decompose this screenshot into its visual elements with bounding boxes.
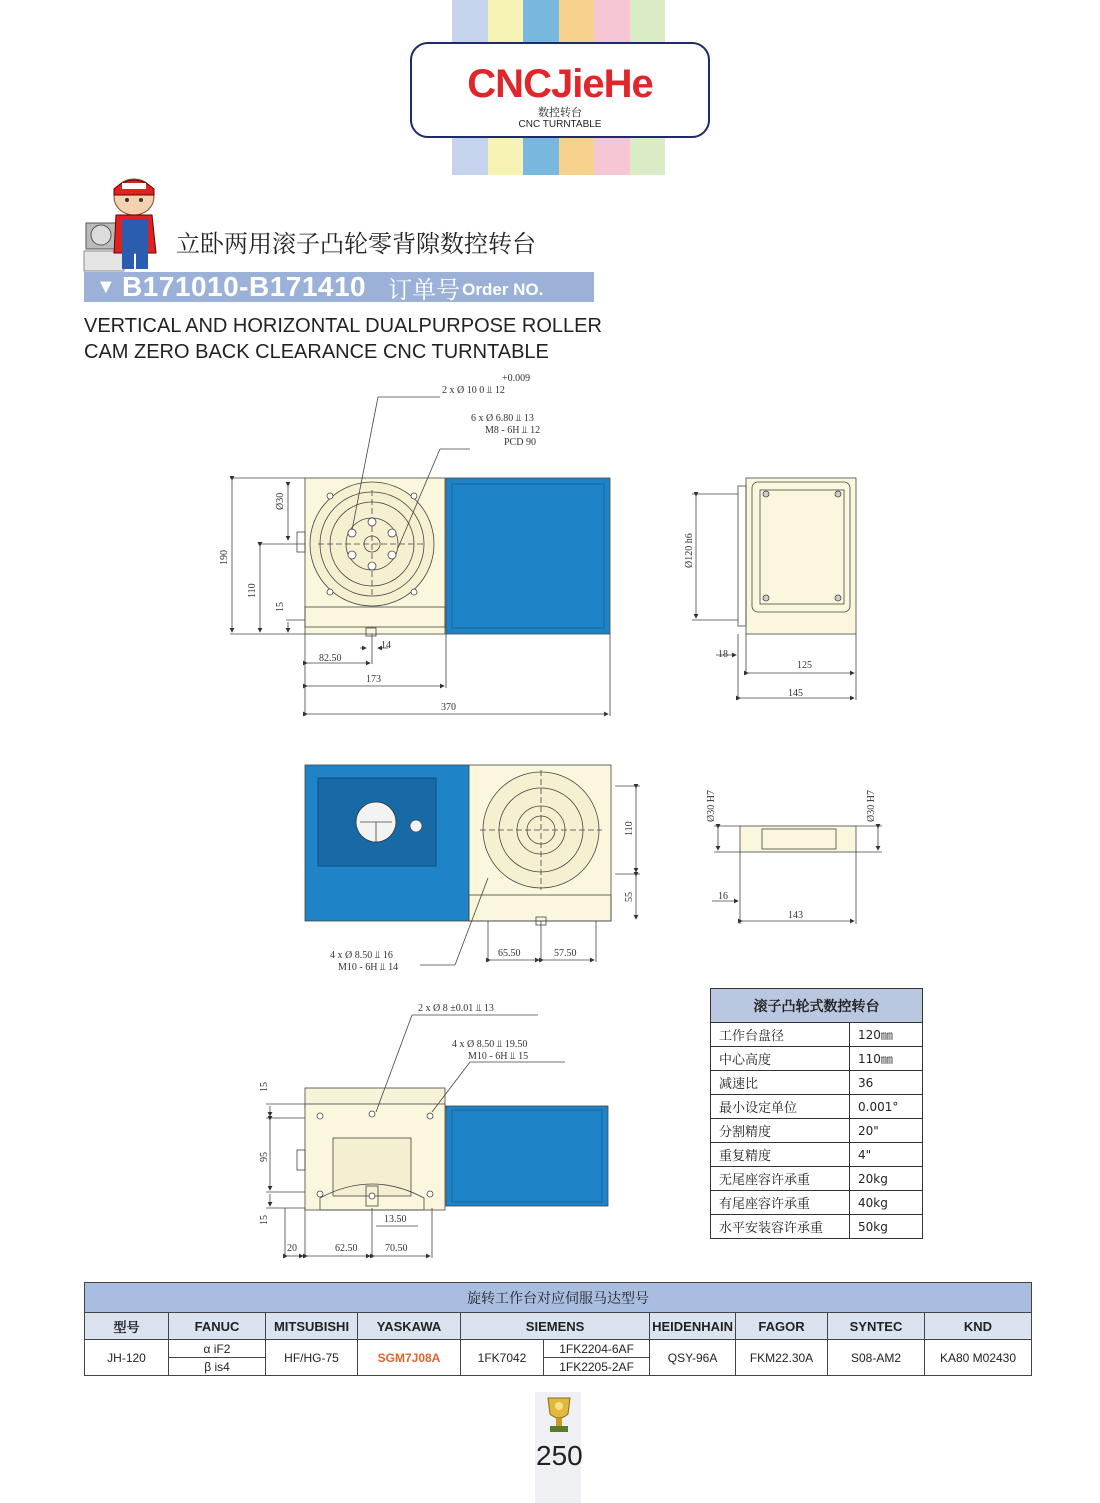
header-siemens: SIEMENS: [461, 1313, 650, 1340]
spec-value: 120㎜: [850, 1023, 923, 1047]
dim-7050: 70.50: [385, 1243, 408, 1254]
spec-value: 40kg: [850, 1191, 923, 1215]
product-title-en-line1: VERTICAL AND HORIZONTAL DUALPURPOSE ROLLER: [84, 315, 602, 337]
spec-label: 重复精度: [711, 1143, 850, 1167]
spec-label: 工作台盘径: [711, 1023, 850, 1047]
table-row: [711, 1071, 923, 1095]
dim-145: 145: [788, 688, 803, 699]
cell-siemens-b2: 1FK2205-2AF: [544, 1358, 650, 1376]
dim-6550: 65.50: [498, 948, 521, 959]
dim-18: 18: [718, 649, 728, 660]
header-model: 型号: [85, 1313, 169, 1340]
table-row: [711, 1167, 923, 1191]
dim-4x850b: 4 x Ø 8.50 ⫫ 19.50: [452, 1039, 528, 1050]
dim-m10b: M10 - 6H ⫫ 15: [468, 1051, 529, 1062]
dim-120h6: Ø120 h6: [684, 533, 695, 568]
spec-label: 减速比: [711, 1071, 850, 1095]
dim-4x850a: 4 x Ø 8.50 ⫫ 16: [330, 950, 393, 961]
motor-table-caption: 旋转工作台对应伺服马达型号: [85, 1283, 1032, 1313]
table-row: [711, 1119, 923, 1143]
cell-knd: KA80 M02430: [925, 1340, 1032, 1376]
dim-20: 20: [287, 1243, 297, 1254]
dim-top1a: +0.009: [502, 373, 531, 384]
header-knd: KND: [925, 1313, 1032, 1340]
spec-value: 4": [850, 1143, 923, 1167]
order-label-en: Order NO.: [462, 280, 544, 299]
dim-6250: 62.50: [335, 1243, 358, 1254]
dim-30h7a: Ø30 H7: [706, 790, 717, 822]
header-fanuc: FANUC: [169, 1313, 266, 1340]
table-row: [711, 1143, 923, 1167]
product-title-cn: 立卧两用滚子凸轮零背隙数控转台: [176, 230, 536, 258]
trophy-icon: [542, 1394, 576, 1436]
cell-fagor: FKM22.30A: [736, 1340, 828, 1376]
order-label-cn: 订单号: [388, 276, 461, 304]
header-yaskawa: YASKAWA: [358, 1313, 461, 1340]
dim-15: 15: [275, 602, 286, 612]
brand-subtitle-cn: 数控转台: [538, 106, 582, 119]
spec-value: 110㎜: [850, 1047, 923, 1071]
spec-label: 水平安装容许承重: [711, 1215, 850, 1239]
cell-siemens-a: 1FK7042: [461, 1340, 544, 1376]
spec-value: 0.001°: [850, 1095, 923, 1119]
table-row: [711, 1023, 923, 1047]
motor-table: [84, 1282, 1032, 1376]
brand-subtitle-en: CNC TURNTABLE: [518, 119, 602, 130]
dim-30: Ø30: [275, 492, 286, 510]
triangle-down-icon: ▼: [96, 275, 116, 298]
page-number: 250: [536, 1440, 583, 1471]
dim-173: 173: [366, 674, 381, 685]
header-heidenhain: HEIDENHAIN: [650, 1313, 736, 1340]
cell-model: JH-120: [85, 1340, 169, 1376]
dim-55: 55: [624, 892, 635, 902]
dim-110: 110: [247, 583, 258, 598]
cell-mitsubishi: HF/HG-75: [266, 1340, 358, 1376]
dim-2x8: 2 x Ø 8 ±0.01 ⫫ 13: [418, 1003, 494, 1014]
spec-label: 分割精度: [711, 1119, 850, 1143]
dim-5750: 57.50: [554, 948, 577, 959]
spec-table-title: 滚子凸轮式数控转台: [711, 989, 923, 1023]
cell-syntec: S08-AM2: [828, 1340, 925, 1376]
cell-fanuc-2: β is4: [169, 1358, 266, 1376]
header-syntec: SYNTEC: [828, 1313, 925, 1340]
spec-label: 最小设定单位: [711, 1095, 850, 1119]
spec-value: 20": [850, 1119, 923, 1143]
spec-label: 无尾座容许承重: [711, 1167, 850, 1191]
dim-15a: 15: [259, 1082, 270, 1092]
spec-label: 中心高度: [711, 1047, 850, 1071]
dim-m10a: M10 - 6H ⫫ 14: [338, 962, 399, 973]
dim-16: 16: [718, 891, 728, 902]
dim-top2b: M8 - 6H ⫫ 12: [485, 425, 541, 436]
table-row: [711, 1047, 923, 1071]
spec-table: [710, 988, 923, 1239]
dim-top2a: 6 x Ø 6.80 ⫫ 13: [471, 413, 534, 424]
order-code: B171010-B171410: [122, 271, 367, 302]
table-row: [711, 1095, 923, 1119]
header-fagor: FAGOR: [736, 1313, 828, 1340]
spec-value: 36: [850, 1071, 923, 1095]
dim-14: 14: [381, 640, 391, 651]
dim-190: 190: [219, 550, 230, 565]
dim-95: 95: [259, 1152, 270, 1162]
dim-370: 370: [441, 702, 456, 713]
dim-1350: 13.50: [384, 1214, 407, 1225]
cell-siemens-b1: 1FK2204-6AF: [544, 1340, 650, 1358]
dim-30h7b: Ø30 H7: [866, 790, 877, 822]
dim-8250: 82.50: [319, 653, 342, 664]
dim-top1b: 2 x Ø 10 0 ⫫ 12: [442, 385, 505, 396]
dim-125: 125: [797, 660, 812, 671]
cell-fanuc-1: α iF2: [169, 1340, 266, 1358]
dim-143: 143: [788, 910, 803, 921]
dim-15b: 15: [259, 1215, 270, 1225]
spec-label: 有尾座容许承重: [711, 1191, 850, 1215]
brand-logo: CNCJieHe: [467, 62, 653, 106]
table-row: [711, 1215, 923, 1239]
table-row: [711, 1191, 923, 1215]
cell-heidenhain: QSY-96A: [650, 1340, 736, 1376]
header-mitsubishi: MITSUBISHI: [266, 1313, 358, 1340]
spec-value: 50kg: [850, 1215, 923, 1239]
spec-value: 20kg: [850, 1167, 923, 1191]
dim-110b: 110: [624, 821, 635, 836]
dim-top2c: PCD 90: [504, 437, 536, 448]
product-title-en-line2: CAM ZERO BACK CLEARANCE CNC TURNTABLE: [84, 341, 549, 363]
table-row: [85, 1340, 1032, 1358]
cell-yaskawa: SGM7J08A: [358, 1340, 461, 1376]
